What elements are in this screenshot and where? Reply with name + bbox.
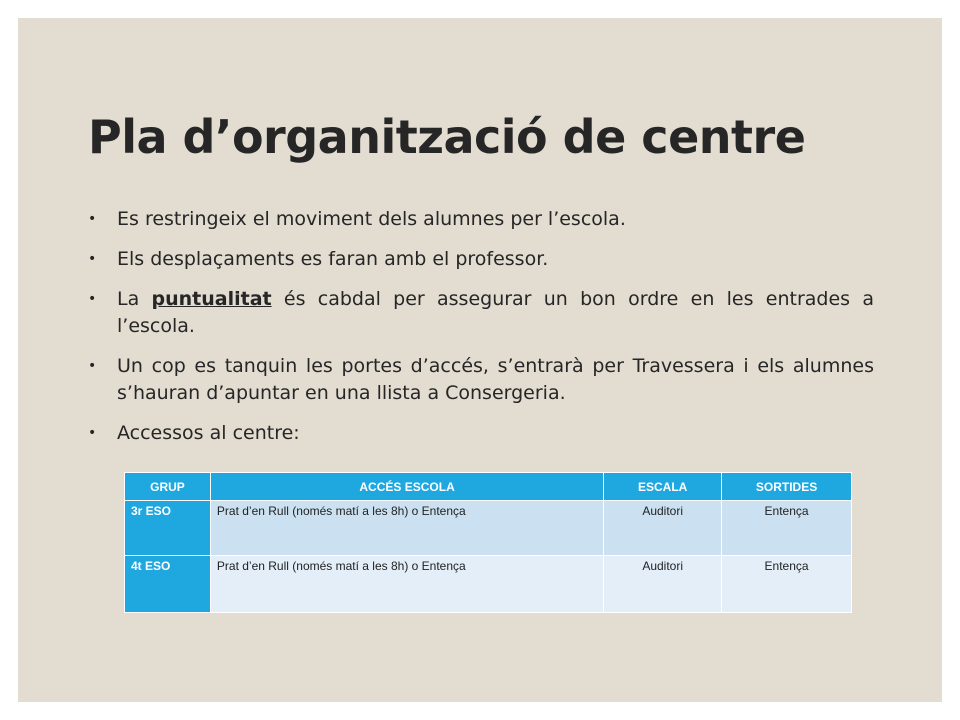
bullet-text-suffix: és cabdal per assegurar un bon ordre en les entrades a l’escola. <box>117 288 874 337</box>
bullet-dot-icon: • <box>88 251 97 267</box>
bullet-list <box>88 206 874 460</box>
cell-grup: 4t ESO <box>125 556 211 613</box>
bullet-text: Es restringeix el moviment dels alumnes per l’escola. <box>117 208 626 230</box>
table-header-row <box>125 473 852 501</box>
slide <box>18 18 942 702</box>
table-row <box>125 556 852 613</box>
bullet-item <box>88 206 874 233</box>
cell-grup: 3r ESO <box>125 501 211 556</box>
header-sortides: SORTIDES <box>722 473 852 501</box>
header-escala: ESCALA <box>604 473 722 501</box>
bullet-item <box>88 353 874 407</box>
bullet-item <box>88 246 874 273</box>
bullet-text: Accessos al centre: <box>117 422 300 444</box>
bullet-text-prefix: La <box>117 288 152 310</box>
table-row <box>125 501 852 556</box>
cell-acces: Prat d’en Rull (només matí a les 8h) o Entença <box>210 501 603 556</box>
access-table <box>124 472 852 613</box>
bullet-dot-icon: • <box>88 291 97 307</box>
cell-escala: Auditori <box>604 501 722 556</box>
cell-sortides: Entença <box>722 556 852 613</box>
bullet-emphasis: puntualitat <box>151 288 272 310</box>
cell-sortides: Entença <box>722 501 852 556</box>
bullet-item <box>88 286 874 340</box>
bullet-text: Els desplaçaments es faran amb el professor. <box>117 248 549 270</box>
header-acces-escola: ACCÉS ESCOLA <box>210 473 603 501</box>
bullet-dot-icon: • <box>88 425 97 441</box>
bullet-item <box>88 420 874 447</box>
bullet-text: Un cop es tanquin les portes d’accés, s’entrarà per Travessera i els alumnes s’hauran d’apuntar en una llista a Consergeria. <box>117 355 874 404</box>
header-grup: GRUP <box>125 473 211 501</box>
cell-acces: Prat d’en Rull (només matí a les 8h) o Entença <box>210 556 603 613</box>
cell-escala: Auditori <box>604 556 722 613</box>
bullet-dot-icon: • <box>88 211 97 227</box>
bullet-dot-icon: • <box>88 358 97 374</box>
slide-title: Pla d’organització de centre <box>88 110 806 164</box>
